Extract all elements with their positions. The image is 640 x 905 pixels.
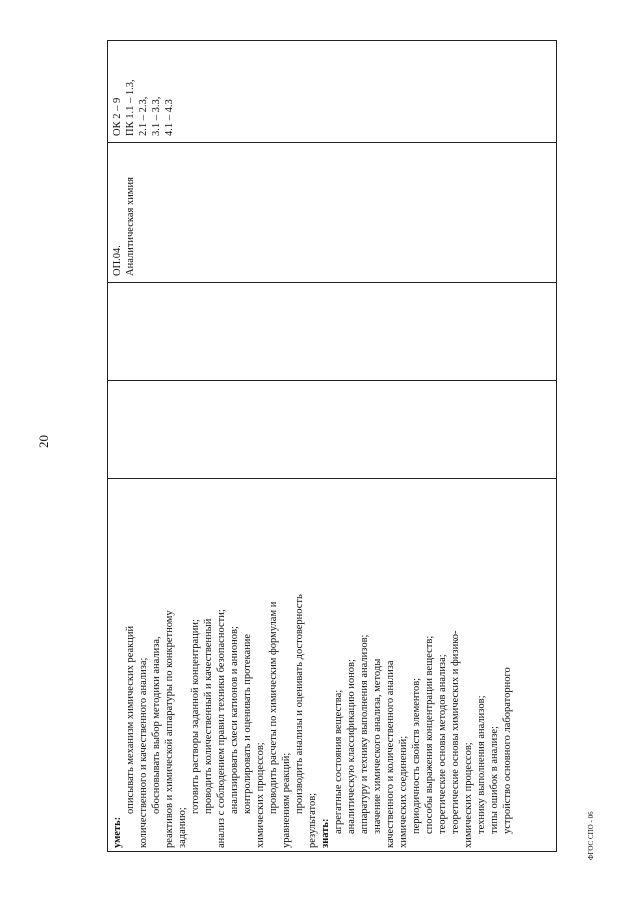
requirement-line: контролировать и оценивать протекание <box>242 633 253 814</box>
requirement-line: описывать механизм химических реакций <box>125 625 136 814</box>
requirement-line: теоретические основы химических и физико- <box>450 630 461 834</box>
requirement-line: качественного и количественного анализа <box>385 660 396 848</box>
row-divider <box>107 282 557 283</box>
competency-line: 3.1 – 3.3, <box>151 96 162 136</box>
requirement-line: аналитическую классификацию ионов; <box>346 659 357 834</box>
requirement-line: типы ошибок в анализе; <box>489 726 500 834</box>
requirement-line: проводить количественный и качественный <box>203 618 214 814</box>
competency-line: 2.1 – 2.3, <box>138 96 149 136</box>
requirement-line: проводить расчеты по химическим формулам и <box>268 601 279 814</box>
competency-line: ПК 1.1 – 1.3, <box>125 79 136 136</box>
requirement-line: технику выполнения анализов; <box>476 695 487 834</box>
requirement-line: теоретические основы методов анализа; <box>437 654 448 834</box>
discipline-cell <box>111 177 137 276</box>
requirement-line: химических процессов; <box>463 742 474 848</box>
row-divider <box>107 478 557 479</box>
requirement-line: готовить растворы заданной концентрации; <box>190 619 201 814</box>
discipline-name: Аналитическая химия <box>125 177 136 276</box>
requirement-line: производить анализы и оценивать достоверность <box>294 594 305 814</box>
competencies-cell <box>111 79 176 136</box>
requirement-line: реактивов и химической аппаратуры по конкретному <box>164 610 175 848</box>
requirement-line: анализировать смеси катионов и анионов; <box>229 626 240 814</box>
umet-list <box>124 594 319 848</box>
footer-text: ФГОС СПО - 06 <box>587 811 595 860</box>
requirement-line: обосновывать выбор методики анализа, <box>151 636 162 814</box>
requirement-line: химических процессов; <box>255 742 266 848</box>
znat-list <box>332 594 514 848</box>
row-divider <box>107 142 557 143</box>
competency-line: ОК 2 – 9 <box>112 97 123 136</box>
requirement-line: аппаратуру и технику выполнения анализов; <box>359 634 370 834</box>
requirement-line: агрегатные состояния вещества; <box>333 689 344 834</box>
requirement-line: химических соединений; <box>398 735 409 848</box>
requirement-line: результатов; <box>307 792 318 848</box>
requirements-cell <box>111 594 514 848</box>
discipline-code: ОП.04. <box>112 245 123 276</box>
umet-label: уметь: <box>112 816 123 848</box>
page-number: 20 <box>36 435 51 448</box>
requirement-line: устройство основного лабораторного <box>502 667 513 834</box>
requirement-line: уравнениям реакций; <box>281 752 292 848</box>
requirement-line: анализ с соблюдением правил техники безопасности; <box>216 609 227 848</box>
row-divider <box>107 380 557 381</box>
competency-line: 4.1 – 4.3 <box>164 99 175 136</box>
requirement-line: периодичность свойств элементов; <box>411 677 422 834</box>
znat-label: знать: <box>320 818 331 848</box>
requirement-line: количественного и качественного анализа; <box>138 657 149 848</box>
requirement-line: заданию; <box>177 807 188 848</box>
requirement-line: значение химического анализа, методы <box>372 658 383 834</box>
requirement-line: способы выражения концентрации веществ; <box>424 635 435 834</box>
